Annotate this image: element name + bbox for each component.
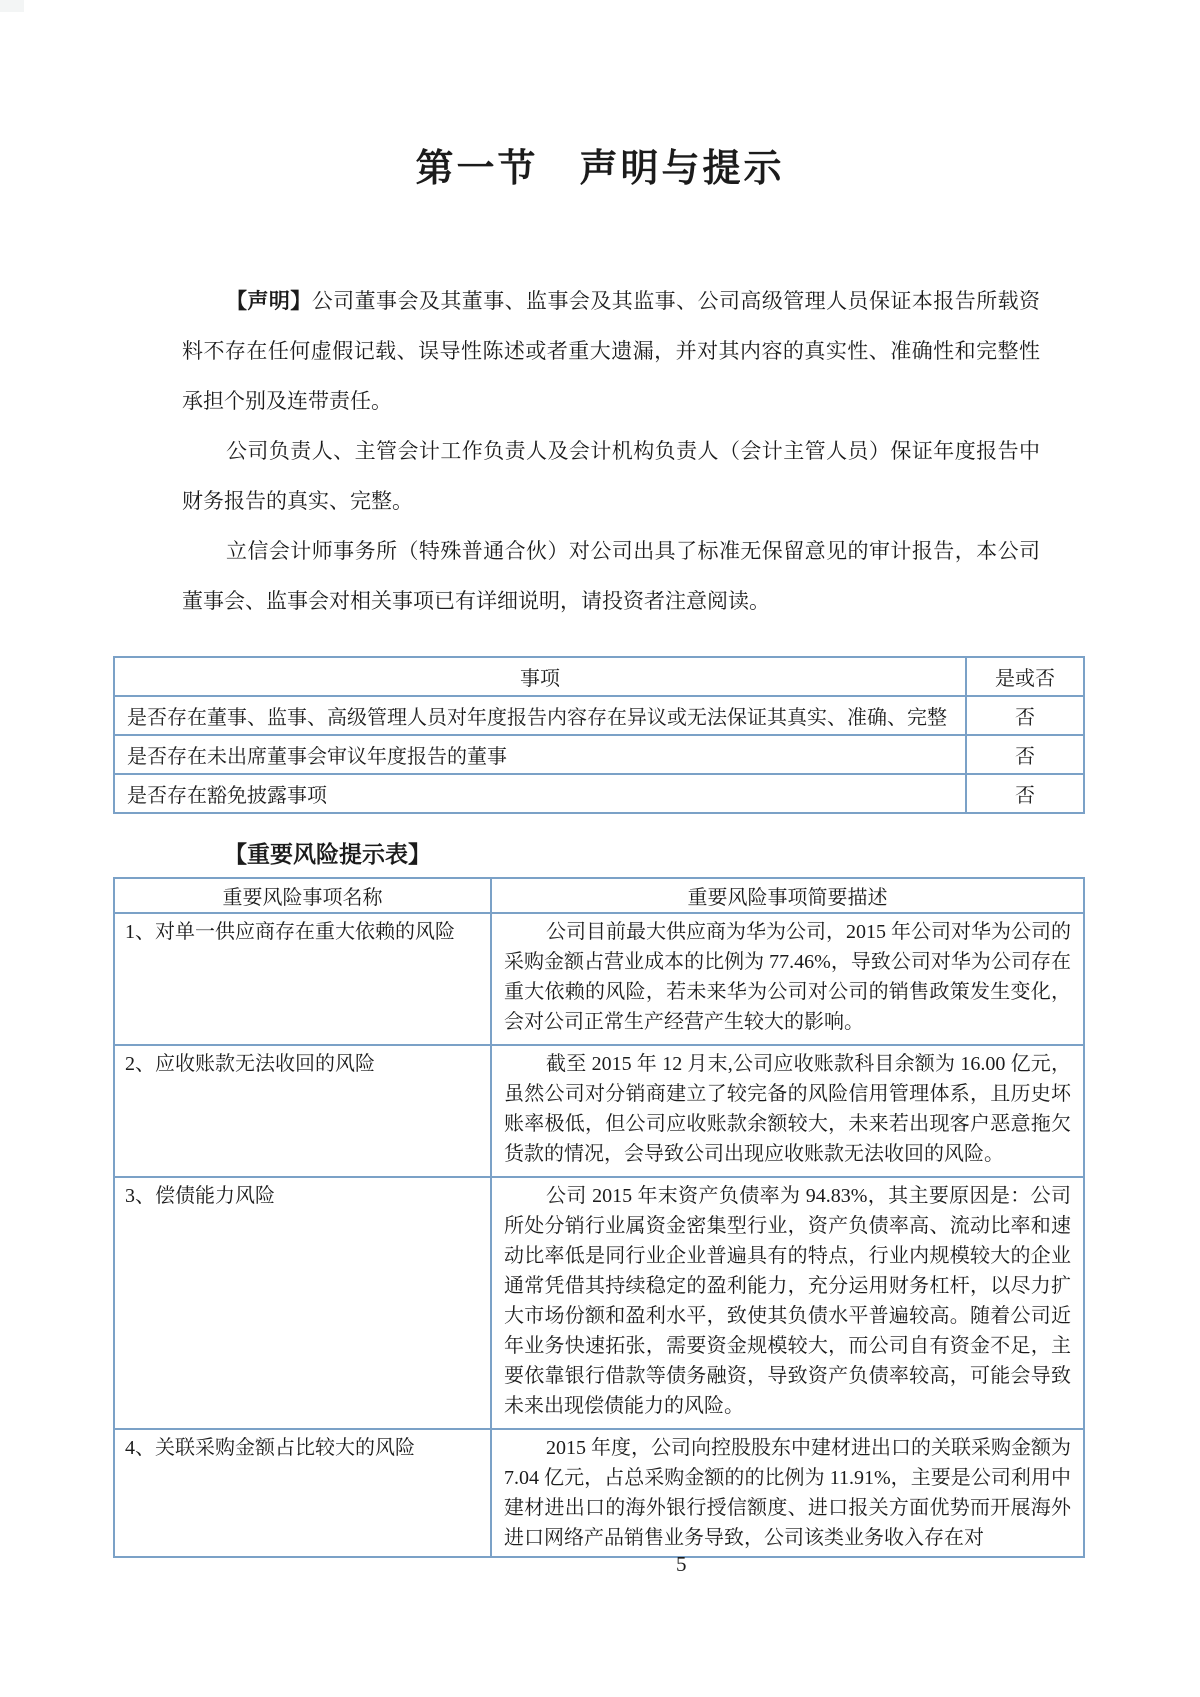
risk-name-cell: 1、对单一供应商存在重大依赖的风险 (114, 913, 491, 1045)
page-number: 5 (676, 1552, 687, 1576)
declaration-section (182, 276, 1040, 626)
risk-name-cell: 4、关联采购金额占比较大的风险 (114, 1429, 491, 1557)
risk-header-row (114, 878, 1084, 913)
risk-description-cell: 公司 2015 年末资产负债率为 94.83%，其主要原因是：公司所处分销行业属资金密集型行业，资产负债率高、流动比率和速动比率低是同行业企业普遍具有的特点，行业内规模较大的企业通常凭借其持续稳定的盈利能力，充分运用财务杠杆，以尽力扩大市场份额和盈利水平，致使其负债水平普遍较高。随着公司近年业务快速拓张，需要资金规模较大，而公司自有资金不足，主要依靠银行借款等债务融资，导致资产负债率较高，可能会导致未来出现偿债能力的风险。 (491, 1177, 1084, 1429)
matters-table-row (114, 696, 1084, 735)
declaration-text: 公司董事会及其董事、监事会及其监事、公司高级管理人员保证本报告所载资料不存在任何虚假记载、误导性陈述或者重大遗漏，并对其内容的真实性、准确性和完整性承担个别及连带责任。 (182, 289, 1041, 413)
declaration-label: 【声明】 (226, 289, 312, 313)
risk-table-row (114, 913, 1084, 1045)
risk-name-cell: 2、应收账款无法收回的风险 (114, 1045, 491, 1177)
matters-header-answer: 是或否 (966, 657, 1084, 696)
risk-table-row (114, 1429, 1084, 1557)
risk-name-cell: 3、偿债能力风险 (114, 1177, 491, 1429)
matters-table-head (114, 657, 1084, 696)
responsibility-paragraph: 公司负责人、主管会计工作负责人及会计机构负责人（会计主管人员）保证年度报告中财务报告的真实、完整。 (182, 439, 1040, 513)
page-title: 第一节 声明与提示 (415, 148, 785, 190)
audit-paragraph: 立信会计师事务所（特殊普通合伙）对公司出具了标准无保留意见的审计报告，本公司董事会、监事会对相关事项已有详细说明，请投资者注意阅读。 (182, 539, 1040, 613)
matters-table (113, 656, 1085, 814)
risk-table-head (114, 878, 1084, 913)
matter-answer-cell: 否 (966, 735, 1084, 774)
matters-table-body (114, 696, 1084, 813)
matters-header-row (114, 657, 1084, 696)
matters-header-item: 事项 (114, 657, 966, 696)
risk-table-row (114, 1045, 1084, 1177)
risk-table-body (114, 913, 1084, 1557)
declaration-paragraph (182, 276, 1040, 426)
risk-description-cell: 截至 2015 年 12 月末,公司应收账款科目余额为 16.00 亿元，虽然公司对分销商建立了较完备的风险信用管理体系，且历史坏账率极低，但公司应收账款余额较大，未来若出现客户恶意拖欠货款的情况，会导致公司出现应收账款无法收回的风险。 (491, 1045, 1084, 1177)
matters-table-row (114, 735, 1084, 774)
risk-table-row (114, 1177, 1084, 1429)
scan-artifact (0, 0, 24, 12)
matter-item-cell: 是否存在董事、监事、高级管理人员对年度报告内容存在异议或无法保证其真实、准确、完整 (114, 696, 966, 735)
matter-item-cell: 是否存在未出席董事会审议年度报告的董事 (114, 735, 966, 774)
risk-description-cell: 2015 年度，公司向控股股东中建材进出口的关联采购金额为 7.04 亿元，占总采购金额的的比例为 11.91%，主要是公司利用中建材进出口的海外银行授信额度、进口报关方面优势而开展海外进口网络产品销售业务导致，公司该类业务收入存在对 (491, 1429, 1084, 1557)
matter-answer-cell: 否 (966, 696, 1084, 735)
risk-header-name: 重要风险事项名称 (114, 878, 491, 913)
matter-answer-cell: 否 (966, 774, 1084, 813)
matter-item-cell: 是否存在豁免披露事项 (114, 774, 966, 813)
risk-table-heading: 【重要风险提示表】 (224, 842, 431, 867)
risk-table (113, 877, 1085, 1558)
risk-header-description: 重要风险事项简要描述 (491, 878, 1084, 913)
matters-table-row (114, 774, 1084, 813)
risk-description-cell: 公司目前最大供应商为华为公司，2015 年公司对华为公司的采购金额占营业成本的比例为 77.46%，导致公司对华为公司存在重大依赖的风险，若未来华为公司对公司的销售政策发生变化，会对公司正常生产经营产生较大的影响。 (491, 913, 1084, 1045)
